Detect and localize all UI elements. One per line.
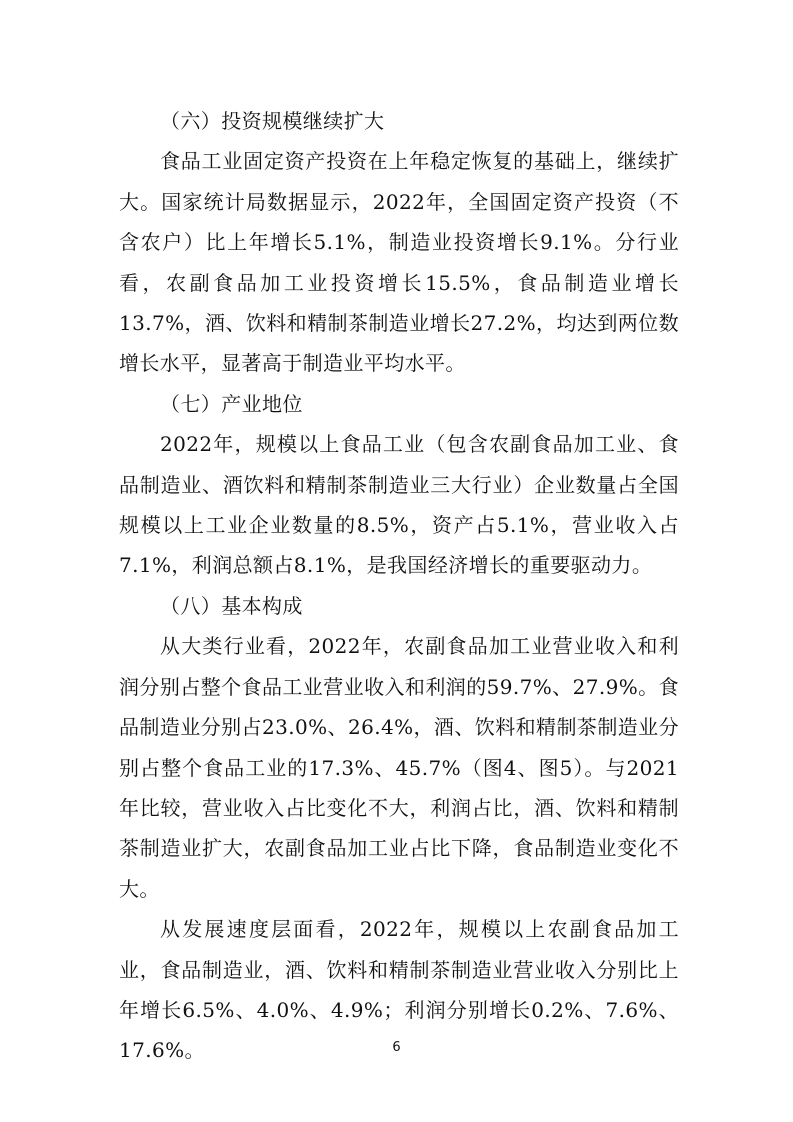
- page-number: 6: [392, 1040, 401, 1055]
- page-content: [119, 101, 679, 1071]
- paragraph-composition-growth: 从发展速度层面看，2022年，规模以上农副食品加工业，食品制造业，酒、饮料和精制茶制造业营业收入分别比上年增长6.5%、4.0%、4.9%；利润分别增长0.2%、7.6%、17.6%。: [119, 917, 679, 1063]
- section-heading-investment: （六）投资规模继续扩大: [160, 109, 385, 133]
- paragraph-composition-structure: 从大类行业看，2022年，农副食品加工业营业收入和利润分别占整个食品工业营业收入和利润的59.7%、27.9%。食品制造业分别占23.0%、26.4%，酒、饮料和精制茶制造业分别占整个食品工业的17.3%、45.7%（图4、图5）。与2021年比较，营业收入占比变化不大，利润占比，酒、饮料和精制茶制造业扩大，农副食品加工业占比下降，食品制造业变化不大。: [119, 634, 679, 901]
- paragraph-investment: 食品工业固定资产投资在上年稳定恢复的基础上，继续扩大。国家统计局数据显示，2022年，全国固定资产投资（不含农户）比上年增长5.1%，制造业投资增长9.1%。分行业看，农副食品加工业投资增长15.5%，食品制造业增长13.7%，酒、饮料和精制茶制造业增长27.2%，均达到两位数增长水平，显著高于制造业平均水平。: [119, 149, 679, 376]
- section-heading-industry-status: （七）产业地位: [160, 391, 303, 416]
- section-heading-composition: （八）基本构成: [160, 593, 303, 618]
- paragraph-industry-status: 2022年，规模以上食品工业（包含农副食品加工业、食品制造业、酒饮料和精制茶制造业三大行业）企业数量占全国规模以上工业企业数量的8.5%，资产占5.1%，营业收入占7.1%，利润总额占8.1%，是我国经济增长的重要驱动力。: [119, 432, 679, 578]
